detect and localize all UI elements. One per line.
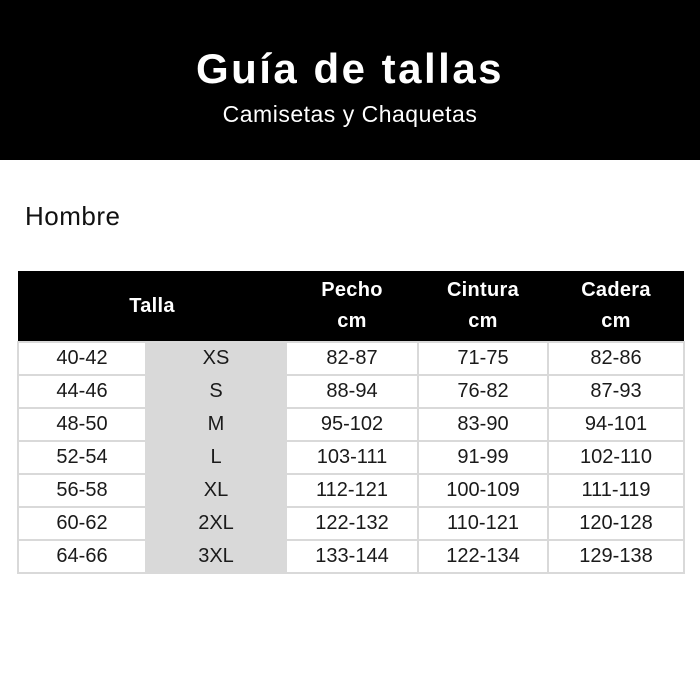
cell-rango: 48-50 — [18, 408, 146, 441]
cell-cadera: 129-138 — [548, 540, 684, 573]
header-pecho-label: Pecho — [321, 279, 383, 301]
cell-pecho: 133-144 — [286, 540, 418, 573]
table-row — [18, 441, 684, 474]
cell-talla: S — [146, 375, 286, 408]
cell-rango: 52-54 — [18, 441, 146, 474]
cell-pecho: 82-87 — [286, 342, 418, 375]
header-cintura — [418, 271, 548, 342]
cell-talla: 2XL — [146, 507, 286, 540]
cell-cadera: 87-93 — [548, 375, 684, 408]
cell-cintura: 71-75 — [418, 342, 548, 375]
page-title: Guía de tallas — [195, 45, 505, 92]
cell-cadera: 102-110 — [548, 441, 684, 474]
table-row — [18, 507, 684, 540]
cell-rango: 64-66 — [18, 540, 146, 573]
cell-pecho: 95-102 — [286, 408, 418, 441]
cell-pecho: 112-121 — [286, 474, 418, 507]
cell-rango: 44-46 — [18, 375, 146, 408]
cell-cadera: 82-86 — [548, 342, 684, 375]
header-pecho — [286, 271, 418, 342]
table-row — [18, 408, 684, 441]
table-header-row — [18, 271, 684, 342]
page-subtitle: Camisetas y Chaquetas — [222, 101, 478, 128]
cell-rango: 56-58 — [18, 474, 146, 507]
table-row — [18, 474, 684, 507]
cell-rango: 40-42 — [18, 342, 146, 375]
cell-cadera: 94-101 — [548, 408, 684, 441]
cell-talla: XL — [146, 474, 286, 507]
cell-cintura: 76-82 — [418, 375, 548, 408]
cell-pecho: 122-132 — [286, 507, 418, 540]
header-talla: Talla — [18, 271, 286, 342]
cell-cintura: 100-109 — [418, 474, 548, 507]
header-pecho-unit: cm — [337, 310, 367, 332]
cell-talla: M — [146, 408, 286, 441]
table-row — [18, 540, 684, 573]
cell-cintura: 122-134 — [418, 540, 548, 573]
header-cintura-unit: cm — [468, 310, 498, 332]
cell-cadera: 120-128 — [548, 507, 684, 540]
cell-pecho: 103-111 — [286, 441, 418, 474]
cell-cadera: 111-119 — [548, 474, 684, 507]
header-banner — [0, 0, 700, 160]
cell-talla: 3XL — [146, 540, 286, 573]
table-row — [18, 342, 684, 375]
section-heading-hombre: Hombre — [25, 201, 121, 231]
header-cadera — [548, 271, 684, 342]
cell-pecho: 88-94 — [286, 375, 418, 408]
size-table — [17, 271, 685, 574]
cell-rango: 60-62 — [18, 507, 146, 540]
header-cintura-label: Cintura — [446, 279, 520, 301]
header-cadera-unit: cm — [601, 310, 631, 332]
cell-talla: L — [146, 441, 286, 474]
header-cadera-label: Cadera — [581, 279, 651, 301]
cell-cintura: 83-90 — [418, 408, 548, 441]
cell-talla: XS — [146, 342, 286, 375]
cell-cintura: 110-121 — [418, 507, 548, 540]
table-row — [18, 375, 684, 408]
cell-cintura: 91-99 — [418, 441, 548, 474]
